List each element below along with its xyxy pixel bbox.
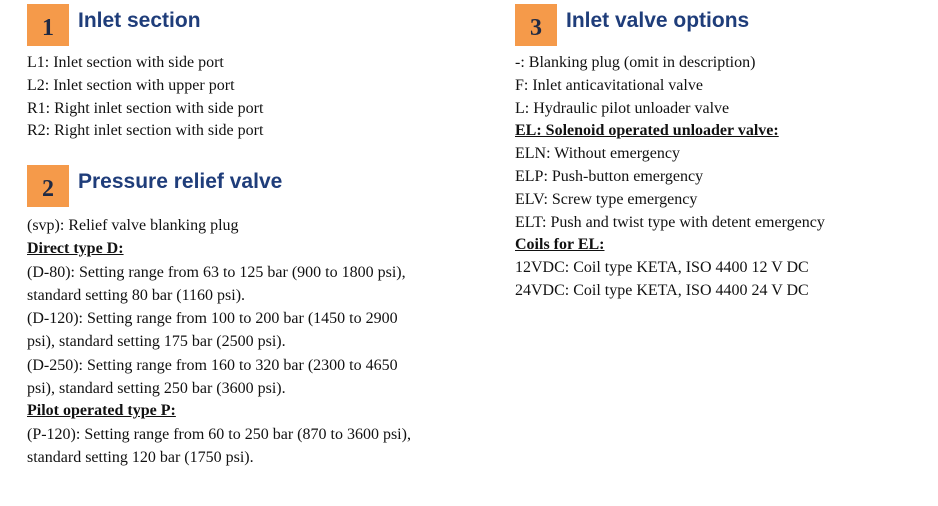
section-title: Pressure relief valve [78,170,283,193]
list-item: 12VDC: Coil type KETA, ISO 4400 12 V DC [515,259,809,277]
list-item: F: Inlet anticavitational valve [515,76,703,94]
list-item: 24VDC: Coil type KETA, ISO 4400 24 V DC [515,281,809,299]
list-item: (D-80): Setting range from 63 to 125 bar (900 to 1800 psi), standard setting 80 bar (1160 psi). [27,263,406,304]
list-item: ELN: Without emergency [515,145,680,163]
list-item: L2: Inlet section with upper port [27,76,235,94]
list-item: (D-250): Setting range from 160 to 320 bar (2300 to 4650 psi), standard setting 250 bar (3600 psi). [27,356,398,398]
subheading: EL: Solenoid operated unloader valve: [515,122,779,140]
list-item: (P-120): Setting range from 60 to 250 bar (870 to 3600 psi), standard setting 120 bar (1750 psi). [27,426,411,467]
list-item: L: Hydraulic pilot unloader valve [515,99,730,117]
list-item: R1: Right inlet section with side port [27,99,264,117]
inlet-section-list [27,52,263,143]
list-item: L1: Inlet section with side port [27,54,224,71]
pressure-relief-list [27,215,427,470]
list-item: ELP: Push-button emergency [515,167,704,185]
subheading: Pilot operated type P: [27,402,176,420]
subheading: Direct type D: [27,239,124,257]
section-title: Inlet section [78,9,201,32]
list-item: -: Blanking plug (omit in description) [515,54,756,71]
inlet-valve-options-list [515,52,825,303]
list-item: (D-120): Setting range from 100 to 200 bar (1450 to 2900 psi), standard setting 175 bar (2500 psi). [27,310,398,351]
section-title: Inlet valve options [566,9,750,32]
section-number-badge: 1 [27,4,69,46]
subheading: Coils for EL: [515,236,605,254]
list-item: R2: Right inlet section with side port [27,122,264,140]
list-item: ELT: Push and twist type with detent emergency [515,213,825,231]
section-number-badge: 3 [515,4,557,46]
list-item: ELV: Screw type emergency [515,190,698,208]
section-number-badge: 2 [27,165,69,207]
list-item: (svp): Relief valve blanking plug [27,217,239,234]
